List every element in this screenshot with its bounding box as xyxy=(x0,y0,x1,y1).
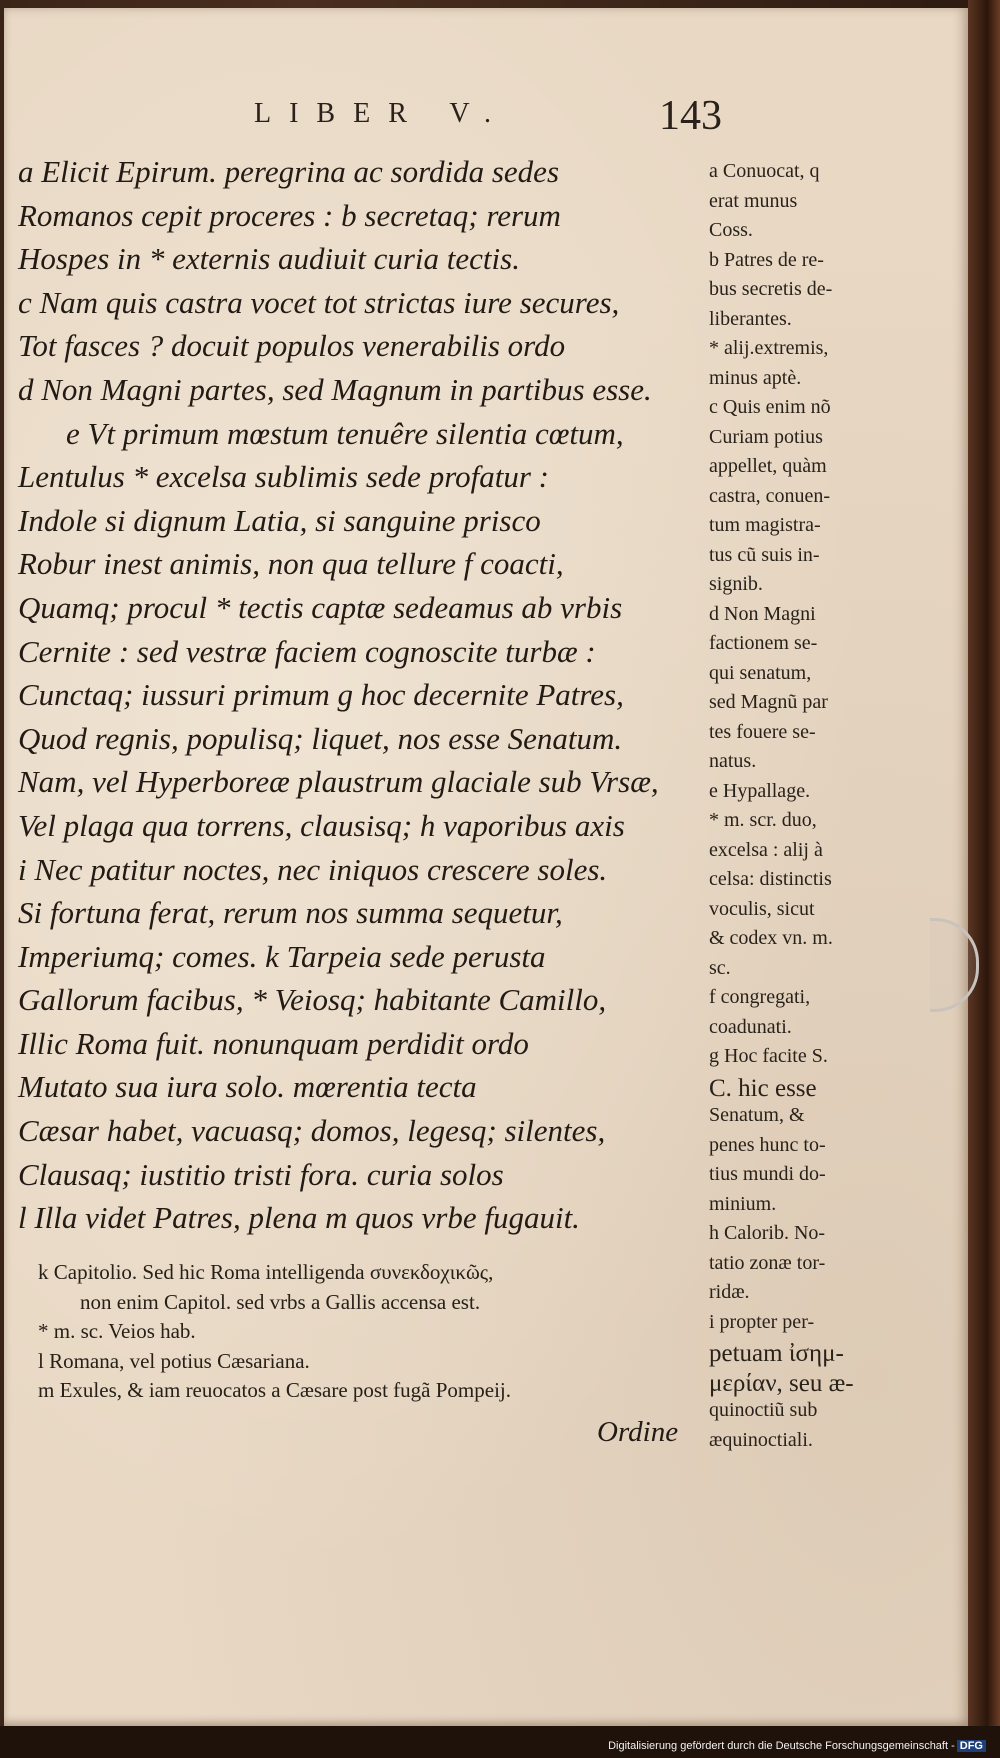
gloss-line: factionem se- xyxy=(709,632,818,654)
gloss-line: i propter per- xyxy=(709,1310,815,1333)
gloss-line: erat munus xyxy=(709,189,798,212)
margin-glosses xyxy=(709,160,919,1458)
verse-line: Quamq; procul * tectis captæ sedeamus ab vrbis xyxy=(18,589,623,625)
gloss-line: bus secretis de- xyxy=(709,278,833,300)
gloss-line: celsa: distinctis xyxy=(709,868,832,890)
verse-line: Illic Roma fuit. nonunquam perdidit ordo xyxy=(18,1025,529,1061)
verse-line: Hospes in * externis audiuit curia tectis. xyxy=(18,241,520,277)
gloss-line: castra, conuen- xyxy=(709,484,831,507)
gloss-line: quinoctiũ sub xyxy=(709,1399,818,1421)
book-page xyxy=(4,8,968,1726)
running-title: LIBER V. xyxy=(254,98,509,129)
gloss-line: μερίαν, seu æ- xyxy=(709,1369,854,1397)
verse-line: Nam, vel Hyperboreæ plaustrum glaciale sub Vrsæ, xyxy=(18,764,659,800)
verse-line: Tot fasces ? docuit populos venerabilis ordo xyxy=(18,328,566,364)
gloss-line: h Calorib. No- xyxy=(709,1222,826,1244)
footnote: non enim Capitol. sed vrbs a Gallis accensa est. xyxy=(80,1289,481,1314)
gloss-line: minium. xyxy=(709,1192,777,1215)
verse-line: e Vt primum mœstum tenuêre silentia cœtum, xyxy=(66,415,624,451)
verse-line: Romanos cepit proceres : b secretaq; rerum xyxy=(18,197,561,233)
gloss-line: f congregati, xyxy=(709,986,811,1008)
gloss-line: natus. xyxy=(709,750,757,772)
digitization-credit xyxy=(608,1740,986,1752)
gloss-line: qui senatum, xyxy=(709,661,812,684)
gloss-line: a Conuocat, q xyxy=(709,160,820,182)
book-edge xyxy=(968,0,1000,1758)
verse-line: d Non Magni partes, sed Magnum in partibus esse. xyxy=(18,371,652,407)
gloss-line: coadunati. xyxy=(709,1015,792,1038)
credit-text: Digitalisierung gefördert durch die Deutsche Forschungsgemeinschaft - xyxy=(608,1740,955,1752)
gloss-line: tes fouere se- xyxy=(709,720,816,743)
footnote: k Capitolio. Sed hic Roma intelligenda συνεκδοχικῶς, xyxy=(38,1260,494,1284)
catchword: Ordine xyxy=(597,1416,679,1448)
gloss-line: tius mundi do- xyxy=(709,1163,826,1185)
verse-line: Cunctaq; iussuri primum g hoc decernite Patres, xyxy=(18,677,624,713)
verse-line: Si fortuna ferat, rerum nos summa sequetur, xyxy=(18,895,563,931)
gloss-line: tus cũ suis in- xyxy=(709,543,820,566)
gloss-line: g Hoc facite S. xyxy=(709,1045,828,1067)
verse-line: c Nam quis castra vocet tot strictas iure secures, xyxy=(18,284,620,320)
verse-line: Vel plaga qua torrens, clausisq; h vaporibus axis xyxy=(18,807,625,843)
gloss-line: Curiam potius xyxy=(709,425,823,448)
gloss-line: æquinoctiali. xyxy=(709,1428,813,1451)
gloss-line: b Patres de re- xyxy=(709,248,824,271)
gloss-line: appellet, quàm xyxy=(709,455,827,477)
gloss-line: voculis, sicut xyxy=(709,897,815,920)
verse-line: i Nec patitur noctes, nec iniquos crescere soles. xyxy=(18,851,608,887)
gloss-line: tum magistra- xyxy=(709,514,821,536)
gloss-line: excelsa : alij à xyxy=(709,838,823,861)
gloss-line: * m. scr. duo, xyxy=(709,809,817,831)
verse-line: Indole si dignum Latia, si sanguine prisco xyxy=(18,502,541,538)
verse-line: Cæsar habet, vacuasq; domos, legesq; silentes, xyxy=(18,1113,606,1149)
gloss-line: e Hypallage. xyxy=(709,779,811,802)
gloss-line: c Quis enim nõ xyxy=(709,396,831,418)
verse-line: Imperiumq; comes. k Tarpeia sede perusta xyxy=(18,938,546,974)
footnote: m Exules, & iam reuocatos a Cæsare post fugã Pompeij. xyxy=(38,1378,511,1402)
gloss-line: Senatum, & xyxy=(709,1104,805,1126)
gloss-line: tatio zonæ tor- xyxy=(709,1251,826,1274)
gloss-line: * alij.extremis, xyxy=(709,337,829,359)
page-number: 143 xyxy=(659,93,722,139)
footnote: * m. sc. Veios hab. xyxy=(38,1319,196,1343)
gloss-line: petuam ἰσημ- xyxy=(709,1340,844,1367)
verse-line: Gallorum facibus, * Veiosq; habitante Camillo, xyxy=(18,982,607,1018)
verse-line: l Illa videt Patres, plena m quos vrbe fugauit. xyxy=(18,1200,580,1236)
gloss-line: d Non Magni xyxy=(709,602,816,625)
verse-line: Cernite : sed vestræ faciem cognoscite turbæ : xyxy=(18,633,596,669)
verse-line: Quod regnis, populisq; liquet, nos esse Senatum. xyxy=(18,720,623,756)
gloss-line: sed Magnũ par xyxy=(709,691,828,713)
gloss-line: sc. xyxy=(709,956,731,979)
gloss-line: ridæ. xyxy=(709,1281,750,1303)
gloss-line: penes hunc to- xyxy=(709,1133,826,1156)
scan-footer-bar xyxy=(0,1726,1000,1758)
gloss-line: C. hic esse xyxy=(709,1074,817,1102)
gloss-line: signib. xyxy=(709,573,763,595)
verse-line: a Elicit Epirum. peregrina ac sordida sedes xyxy=(18,154,560,189)
gloss-line: Coss. xyxy=(709,219,753,241)
gloss-line: & codex vn. m. xyxy=(709,927,833,949)
footnote: l Romana, vel potius Cæsariana. xyxy=(38,1348,310,1373)
verse-line: Clausaq; iustitio tristi fora. curia solos xyxy=(18,1156,504,1192)
gloss-line: minus aptè. xyxy=(709,366,802,389)
verse-line: Mutato sua iura solo. mœrentia tecta xyxy=(18,1069,477,1105)
dfg-logo: DFG xyxy=(957,1740,986,1752)
gloss-line: liberantes. xyxy=(709,307,792,330)
footnotes xyxy=(38,1260,698,1408)
verse-text xyxy=(18,154,728,1244)
verse-line: Robur inest animis, non qua tellure f coacti, xyxy=(18,546,564,582)
verse-line: Lentulus * excelsa sublimis sede profatur : xyxy=(18,459,549,495)
